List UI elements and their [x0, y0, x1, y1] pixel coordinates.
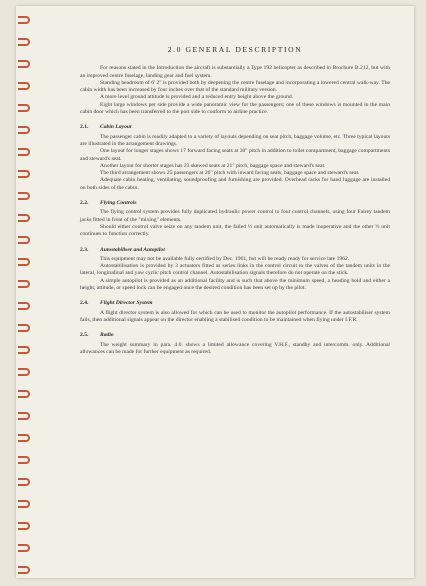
section-title: Flying Controls — [100, 200, 137, 207]
section-autostabiliser — [80, 247, 390, 293]
intro-section — [80, 65, 390, 116]
section-title: Cabin Layout — [100, 124, 132, 131]
section-number: 2.4. — [80, 300, 89, 307]
binding-ring — [18, 478, 30, 486]
binding-ring — [18, 38, 30, 46]
body-paragraph: Autostabilisation is provided by 3 actuators fitted as series links in the control circuit to the valves of the tandem units in the lateral, longitudinal and yaw cyclic pitch control channel. Autostabilisation signals therefore do not operate on the stick. — [80, 263, 390, 277]
binding-ring — [18, 148, 30, 156]
binding-ring — [18, 522, 30, 530]
document-body — [80, 46, 390, 356]
binding-ring — [18, 126, 30, 134]
binding-ring — [18, 368, 30, 376]
body-paragraph: One layout for longer stages shows 17 forward facing seats at 30" pitch in addition to toilet compartment, baggage compartments and steward's seat. — [80, 148, 390, 162]
body-paragraph: A more level ground attitude is provided and a reduced entry height above the ground. — [100, 94, 294, 101]
section-number: 2.3. — [80, 246, 89, 253]
section-flight-director — [80, 300, 390, 324]
binding-ring — [18, 16, 30, 24]
binding-ring — [18, 456, 30, 464]
binding-ring — [18, 434, 30, 442]
binding-ring — [18, 258, 30, 266]
section-radio — [80, 332, 390, 356]
binding-ring — [18, 324, 30, 332]
body-paragraph: This equipment may not be available fully certified by Dec. 1961, but will be ready ready for service late 1962. — [100, 255, 350, 262]
spiral-binding — [18, 16, 32, 576]
document-page — [16, 6, 414, 578]
body-paragraph: The passenger cabin is readily adapted to a variety of layouts depending on seat pitch, baggage volume, etc. Three typical layouts are illustrated in the arrangement drawings. — [80, 133, 390, 147]
section-heading — [80, 200, 390, 207]
body-paragraph: The third arrangement shows 25 passengers at 20" pitch with inward facing seats, baggage space and steward's seat. — [100, 170, 360, 177]
section-title: Autostabiliser and Autopilot — [100, 246, 165, 253]
binding-ring — [18, 104, 30, 112]
section-title: Radio — [100, 332, 114, 339]
binding-ring — [18, 390, 30, 398]
binding-ring — [18, 280, 30, 288]
body-paragraph: A flight director system is also allowed for which can be used to monitor the autopilot performance. If the autostabiliser system fails, then additional signals appear on the director enabling a stabilised condition to be maintained when flying under I.F.R. — [80, 309, 390, 323]
section-heading — [80, 124, 390, 131]
body-paragraph: Adequate cabin heating, ventilating, soundproofing and furnishing are provided. Overhead racks for hand luggage are installed on both sides of the cabin. — [80, 177, 390, 191]
page-title: 2.0 GENERAL DESCRIPTION — [167, 45, 303, 54]
binding-ring — [18, 214, 30, 222]
body-paragraph: The flying control system provides fully duplicated hydraulic power control to four control channels, using four Fairey tandem jacks fitted in front of the "mixing" elements. — [80, 209, 390, 223]
section-heading — [80, 247, 390, 254]
section-number: 2.2. — [80, 200, 89, 207]
binding-ring — [18, 346, 30, 354]
binding-ring — [18, 412, 30, 420]
binding-ring — [18, 302, 30, 310]
binding-ring — [18, 170, 30, 178]
body-paragraph: The weight summary in para. 4.0. shows a limited allowance covering V.H.F., standby and intercomm. only. Additional allowances can be made for further equipment as required. — [80, 341, 390, 355]
section-number: 2.1. — [80, 124, 89, 131]
binding-ring — [18, 60, 30, 68]
section-heading — [80, 300, 390, 307]
body-paragraph: Eight large windows per side provide a wide panoramic view for the passengers; one of these windows is mounted in the main cabin door which has been transferred to the port side to conform to airline practice. — [80, 101, 390, 116]
body-paragraph: Should either control valve seize on any tandem unit, the failed ½ unit automatically is made inoperative and the other ½ unit continues to function correctly. — [80, 223, 390, 238]
section-cabin-layout — [80, 124, 390, 192]
binding-ring — [18, 566, 30, 574]
body-paragraph: For reasons stated in the Introduction the aircraft is substantially a Type 192 helicopter as described in Brochure B.212, but with an improved centre fuselage, landing gear and fuel system. — [80, 65, 390, 79]
body-paragraph: Standing headroom of 6' 2" is provided both by deepening the centre fuselage and incorporating a lowered central walk-way. The cabin width has been increased by four inches over that of the standard military version. — [80, 79, 390, 94]
binding-ring — [18, 236, 30, 244]
body-paragraph: Another layout for shorter stages has 23 skewed seats at 21" pitch, baggage space and steward's seat. — [100, 162, 326, 169]
section-heading — [80, 332, 390, 339]
binding-ring — [18, 544, 30, 552]
binding-ring — [18, 192, 30, 200]
binding-ring — [18, 500, 30, 508]
binding-ring — [18, 82, 30, 90]
section-number: 2.5. — [80, 332, 89, 339]
section-title: Flight Director System — [100, 300, 153, 307]
section-flying-controls — [80, 200, 390, 238]
body-paragraph: A simple autopilot is provided as an additional facility and is such that above the minimum speed, a heading hold and either a height, attitude, or speed lock can be engaged once the desired condition has been set up by the pilot. — [80, 277, 390, 292]
